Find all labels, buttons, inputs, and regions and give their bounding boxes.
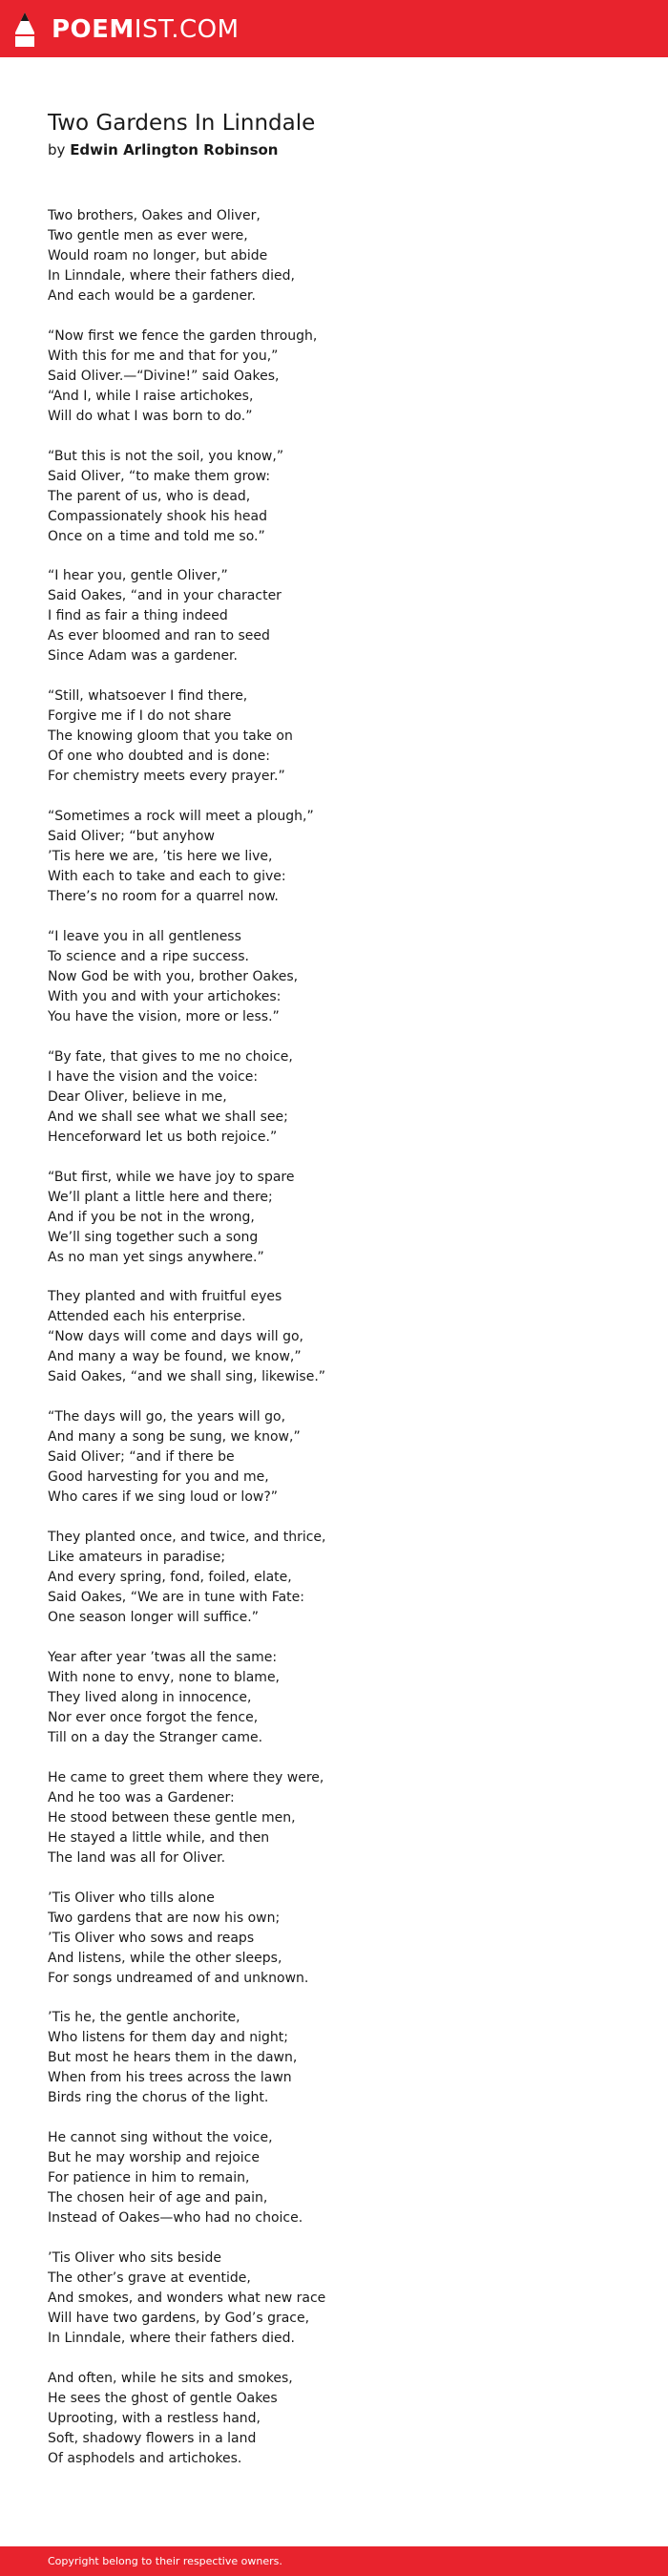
poem-line: Attended each his enterprise.	[48, 1309, 246, 1325]
poem-line: And smokes, and wonders what new race	[48, 2291, 326, 2307]
logo-text-bold: POEM	[52, 15, 135, 44]
poem-line: “But this is not the soil, you know,”	[48, 448, 284, 464]
poem-line: “By fate, that gives to me no choice,	[48, 1048, 293, 1065]
poem-line: ’Tis he, the gentle anchorite,	[48, 2010, 240, 2026]
poem-line: Nor ever once forgot the fence,	[48, 1709, 259, 1725]
site-header	[0, 0, 668, 57]
poem-line: They planted once, and twice, and thrice,	[48, 1530, 326, 1546]
poem-stanza	[48, 1168, 639, 1268]
poem-stanza	[48, 2008, 639, 2108]
poem-line: Two gentle men as ever were,	[48, 228, 248, 243]
poem-stanza	[48, 1768, 639, 1869]
poem-line: He came to greet them where they were,	[48, 1769, 324, 1785]
site-logo-text	[52, 11, 240, 49]
poem-line: And we shall see what we shall see;	[48, 1109, 288, 1125]
poem-stanza	[48, 206, 639, 306]
poem-stanza	[48, 327, 639, 427]
poem-stanza	[48, 2249, 639, 2349]
poem-line: Said Oliver.—“Divine!” said Oakes,	[48, 368, 280, 384]
poem-line: Who listens for them day and night;	[48, 2030, 289, 2046]
poem-line: And every spring, fond, foiled, elate,	[48, 1570, 292, 1586]
poem-line: The other’s grave at eventide,	[48, 2270, 251, 2287]
poem-line: And many a song be sung, we know,”	[48, 1429, 301, 1446]
poem-line: The knowing gloom that you take on	[48, 728, 293, 745]
poem-byline	[48, 139, 278, 160]
poem-line: Said Oliver, “to make them grow:	[48, 468, 271, 484]
poem-line: “But first, while we have joy to spare	[48, 1169, 295, 1185]
poem-line: Said Oakes, “and in your character	[48, 588, 282, 604]
poem-line: And if you be not in the wrong,	[48, 1209, 255, 1225]
poem-line: Will have two gardens, by God’s grace,	[48, 2311, 310, 2327]
poem-line: We’ll plant a little here and there;	[48, 1189, 273, 1205]
poem-line: He stayed a little while, and then	[48, 1829, 270, 1846]
poem-line: “Now first we fence the garden through,	[48, 327, 318, 344]
author-link[interactable]: Edwin Arlington Robinson	[70, 141, 279, 158]
poem-stanza	[48, 1407, 639, 1508]
poem-line: “I leave you in all gentleness	[48, 928, 241, 944]
poem-line: Said Oliver; “but anyhow	[48, 829, 215, 845]
poem-line: ’Tis Oliver who tills alone	[48, 1890, 215, 1906]
poem-stanza	[48, 2369, 639, 2469]
poem-stanza	[48, 686, 639, 787]
poem-line: And listens, while the other sleeps,	[48, 1950, 282, 1966]
poem-line: Henceforward let us both rejoice.”	[48, 1129, 278, 1145]
poem-line: And he too was a Gardener:	[48, 1789, 235, 1805]
poem-stanza	[48, 927, 639, 1027]
poem-line: “The days will go, the years will go,	[48, 1409, 286, 1425]
poem-line: You have the vision, more or less.”	[48, 1008, 280, 1024]
poem-line: With none to envy, none to blame,	[48, 1669, 281, 1685]
poem-line: He sees the ghost of gentle Oakes	[48, 2390, 278, 2406]
poem-line: The chosen heir of age and pain,	[48, 2190, 268, 2206]
poem-body	[48, 206, 639, 2489]
poem-line: Good harvesting for you and me,	[48, 1469, 269, 1486]
poem-line: And often, while he sits and smokes,	[48, 2370, 293, 2386]
poem-line: For patience in him to remain,	[48, 2170, 250, 2186]
poem-line: Would roam no longer, but abide	[48, 248, 268, 264]
poem-line: Birds ring the chorus of the light.	[48, 2090, 269, 2106]
poem-line: Of asphodels and artichokes.	[48, 2450, 242, 2466]
poem-stanza	[48, 2128, 639, 2228]
poem-line: With this for me and that for you,”	[48, 348, 279, 364]
poem-line: When from his trees across the lawn	[48, 2070, 292, 2086]
poem-stanza	[48, 447, 639, 547]
poem-stanza	[48, 1648, 639, 1748]
poem-line: “Still, whatsoever I find there,	[48, 688, 248, 705]
poem-line: And each would be a gardener.	[48, 288, 256, 304]
poem-stanza	[48, 807, 639, 907]
poem-line: Compassionately shook his head	[48, 508, 267, 524]
poem-line: “Now days will come and days will go,	[48, 1329, 303, 1345]
poem-line: They lived along in innocence,	[48, 1689, 252, 1705]
site-footer	[0, 2546, 668, 2576]
poem-title: Two Gardens In Linndale	[48, 111, 316, 136]
poem-stanza	[48, 1528, 639, 1628]
poem-line: Now God be with you, brother Oakes,	[48, 968, 299, 984]
poem-stanza	[48, 1287, 639, 1387]
poem-line: Once on a time and told me so.”	[48, 528, 265, 544]
poem-line: With you and with your artichokes:	[48, 988, 282, 1004]
poem-line: For chemistry meets every prayer.”	[48, 769, 285, 785]
poem-stanza	[48, 566, 639, 666]
poem-line: The parent of us, who is dead,	[48, 488, 251, 504]
poem-line: But he may worship and rejoice	[48, 2150, 260, 2166]
poem-line: For songs undreamed of and unknown.	[48, 1970, 309, 1986]
poem-line: Year after year ’twas all the same:	[48, 1649, 278, 1665]
poem-line: He cannot sing without the voice,	[48, 2130, 273, 2146]
poem-line: The land was all for Oliver.	[48, 1849, 226, 1866]
poem-line: I have the vision and the voice:	[48, 1068, 259, 1085]
poem-line: In Linndale, where their fathers died.	[48, 2331, 295, 2347]
poem-line: Like amateurs in paradise;	[48, 1550, 226, 1566]
poem-stanza	[48, 1889, 639, 1989]
poem-line: Two gardens that are now his own;	[48, 1910, 281, 1926]
poem-line: “And I, while I raise artichokes,	[48, 388, 254, 404]
by-label: by	[48, 141, 66, 158]
poem-line: With each to take and each to give:	[48, 869, 286, 885]
poem-line: ’Tis here we are, ’tis here we live,	[48, 849, 273, 865]
poem-line: Said Oakes, “and we shall sing, likewise.”	[48, 1369, 326, 1385]
poem-line: ’Tis Oliver who sows and reaps	[48, 1930, 255, 1946]
poem-line: He stood between these gentle men,	[48, 1809, 296, 1826]
poem-line: I find as fair a thing indeed	[48, 608, 228, 624]
poem-line: ’Tis Oliver who sits beside	[48, 2250, 222, 2267]
poem-line: Will do what I was born to do.”	[48, 408, 253, 424]
poem-line: Uprooting, with a restless hand,	[48, 2410, 261, 2426]
poem-line: In Linndale, where their fathers died,	[48, 268, 295, 284]
poem-line: Since Adam was a gardener.	[48, 648, 238, 665]
poem-line: Of one who doubted and is done:	[48, 749, 270, 765]
poem-line: Instead of Oakes—who had no choice.	[48, 2210, 303, 2227]
poem-line: Soft, shadowy flowers in a land	[48, 2430, 257, 2446]
poem-line: Said Oakes, “We are in tune with Fate:	[48, 1590, 304, 1606]
logo-text-light: IST.COM	[134, 15, 240, 44]
poem-line: Said Oliver; “and if there be	[48, 1449, 235, 1466]
poem-line: As no man yet sings anywhere.”	[48, 1249, 264, 1265]
poem-line: Dear Oliver, believe in me,	[48, 1088, 227, 1105]
site-logo[interactable]	[13, 11, 240, 49]
poem-line: “Sometimes a rock will meet a plough,”	[48, 809, 314, 825]
poem-line: And many a way be found, we know,”	[48, 1349, 302, 1365]
copyright-notice: Copyright belong to their respective owners.	[48, 2555, 282, 2567]
poem-line: Forgive me if I do not share	[48, 708, 232, 725]
poem-line: One season longer will suffice.”	[48, 1610, 259, 1626]
poem-line: To science and a ripe success.	[48, 948, 249, 964]
poem-line: “I hear you, gentle Oliver,”	[48, 568, 228, 584]
pencil-icon	[13, 11, 36, 48]
poem-line: Till on a day the Stranger came.	[48, 1729, 263, 1745]
poem-stanza	[48, 1047, 639, 1148]
poem-line: As ever bloomed and ran to seed	[48, 628, 270, 644]
poem-line: But most he hears them in the dawn,	[48, 2050, 298, 2066]
poem-line: We’ll sing together such a song	[48, 1229, 259, 1245]
poem-line: Two brothers, Oakes and Oliver,	[48, 208, 261, 223]
poem-line: They planted and with fruitful eyes	[48, 1289, 282, 1305]
poem-line: Who cares if we sing loud or low?”	[48, 1489, 279, 1506]
poem-line: There’s no room for a quarrel now.	[48, 889, 279, 905]
